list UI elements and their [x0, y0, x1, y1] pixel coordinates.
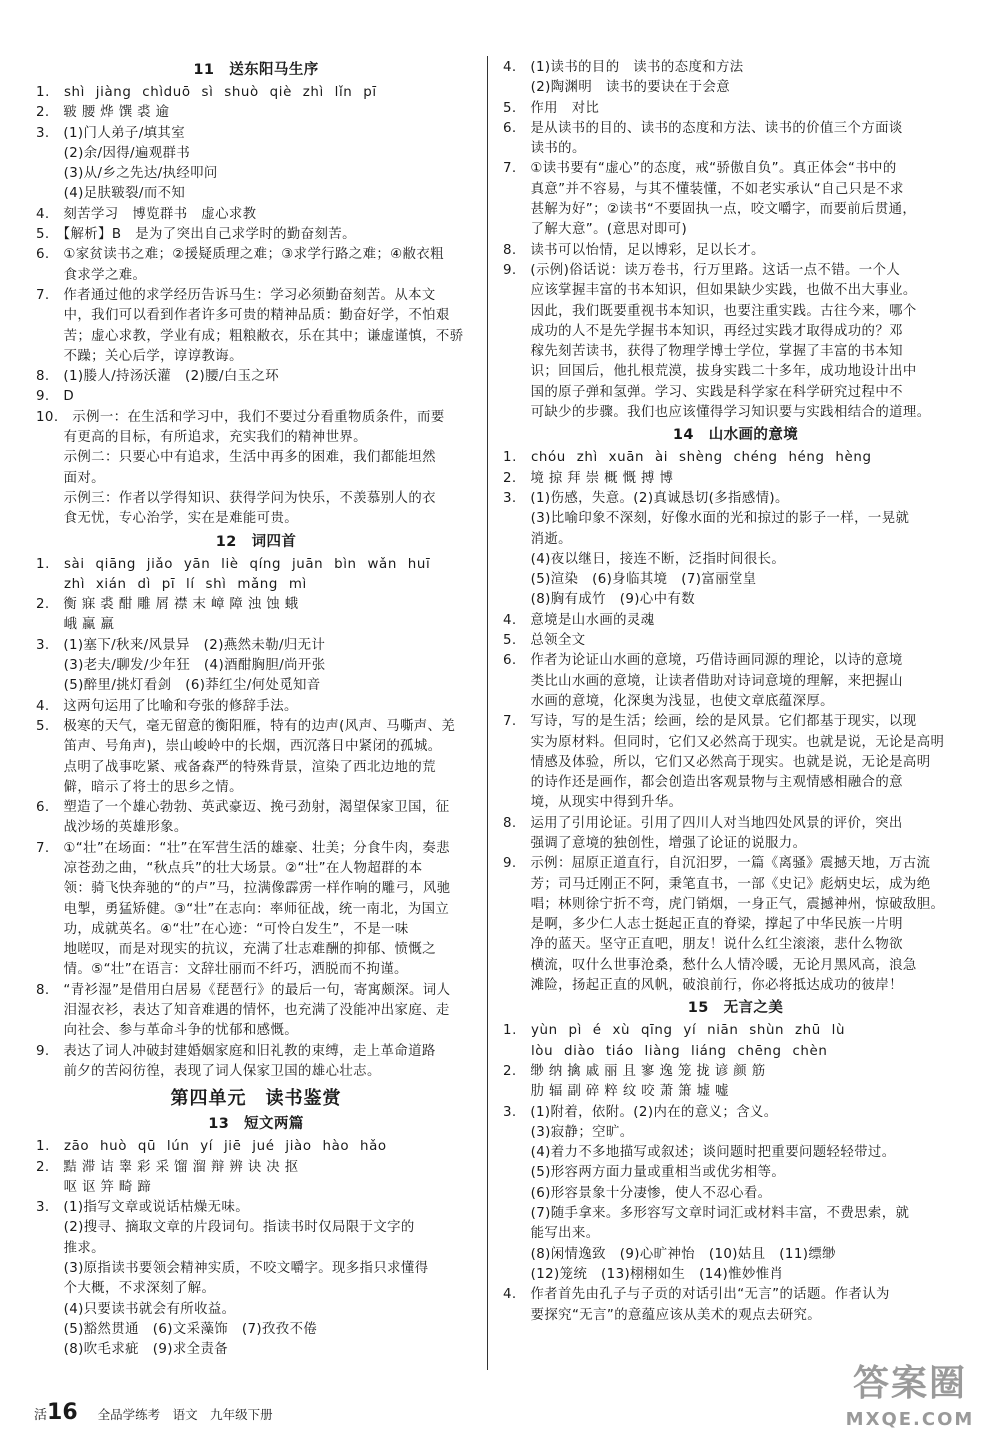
- answer-line: 4. 这两句运用了比喻和夸张的修辞手法。: [36, 698, 298, 714]
- section-title: 11 送东阳马生序: [193, 62, 319, 78]
- answer-line: 类比山水画的意境，让读者借助对诗词意境的理解，来把握山: [503, 673, 903, 689]
- answer-line: 泪湿衣衫，表达了知音难遇的情怀，也充满了没能冲出家庭、走: [36, 1003, 450, 1019]
- answer-line: 5. 极寒的天气，毫无留意的衡阳雁，特有的边声(风声、马嘶声、羌: [36, 718, 456, 734]
- answer-line: (3)比喻印象不深刻，好像水面的光和掠过的影子一样，一晃就: [503, 511, 910, 527]
- footer-prefix: 活: [34, 1408, 48, 1423]
- answer-line: 点明了战事吃紧、戒备森严的特殊背景，渲染了西北边地的荒: [36, 759, 436, 775]
- answer-line: 6. 作者为论证山水画的意境，巧借诗画同源的理论，以诗的意境: [503, 653, 903, 669]
- answer-line: (5)形容两方面力量或重相当或优劣相等。: [503, 1165, 786, 1181]
- pinyin-line: 1. chóu zhì xuān ài shèng chéng héng hèng: [503, 450, 872, 466]
- answer-line: 要探究“无言”的意蕴应该从美术的观点去研究。: [503, 1307, 822, 1323]
- answer-line: 向社会、参与革命斗争的忧郁和感慨。: [36, 1023, 299, 1039]
- answer-line: (2)陶渊明 读书的要诀在于会意: [503, 80, 731, 96]
- answer-line: 面对。: [36, 470, 105, 486]
- section-title: 15 无言之美: [687, 1000, 784, 1017]
- answer-line: 强调了意境的独创性，增强了论证的说服力。: [503, 835, 807, 851]
- answer-line: 水画的意境，化深奥为浅显，也使文章底蕴深厚。: [503, 693, 834, 709]
- answer-line: (3)老夫/聊发/少年狂 (4)酒酣胸胆/尚开张: [36, 658, 326, 674]
- answer-line: 功，成就英名。④“壮”在心迹：“可怜白发生”，不是一味: [36, 921, 409, 937]
- answer-line: (3)原指读书要领会精神实质，不咬文嚼字。现多指只求懂得: [36, 1261, 429, 1277]
- answer-line: 的诗作还是画作，都会创造出客观景物与主观情感相融合的意: [503, 775, 903, 791]
- answer-line: 2. 黠 滞 诘 睾 彩 采 馏 溜 辩 辨 诀 决 抠: [36, 1159, 299, 1175]
- answer-line: (2)搜寻、摘取文章的片段词句。指读书时仅局限于文字的: [36, 1220, 415, 1236]
- answer-line: 能写出来。: [503, 1226, 600, 1242]
- answer-line: 是啊，多少仁人志士挺起正直的脊梁，撑起了中华民族一片明: [503, 917, 903, 933]
- answer-line: 9. (示例)俗话说：读万卷书，行万里路。这话一点不错。一个人: [503, 262, 901, 278]
- answer-line: (4)着力不多地描写或叙述；谈问题时把重要问题轻轻带过。: [503, 1145, 896, 1161]
- answer-line: 食求学之难。: [36, 267, 147, 283]
- answer-line: 横流，叹什么世事沧桑，愁什么人情冷暖，无论月黑风高，浪急: [503, 957, 917, 973]
- answer-line: 9. 表达了词人冲破封建婚姻家庭和旧礼教的束缚，走上革命道路: [36, 1043, 436, 1059]
- answer-line: 个大概，不求深刻了解。: [36, 1281, 216, 1297]
- pinyin-line: 1. shì jiàng chìduō sì shuò qiè zhì lǐn pī: [36, 85, 377, 100]
- answer-line: 7. 作者通过他的求学经历告诉马生：学习必须勤奋刻苦。从本文: [36, 287, 436, 303]
- answer-line: 肋 辐 副 碎 粹 纹 咬 萧 箫 墟 嘘: [503, 1084, 729, 1100]
- answer-line: 8. 运用了引用论证。引用了四川人对当地四处风景的评价，突出: [503, 815, 903, 831]
- answer-line: 2. 缈 纳 擒 戚 丽 且 寥 逸 笼 拢 谚 颜 筋: [503, 1063, 766, 1079]
- answer-line: 3. (1)塞下/秋来/风景异 (2)燕然未勒/归无计: [36, 637, 326, 653]
- answer-line: 示例二：只要心中有追求，生活中再多的困难，我们都能坦然: [36, 450, 436, 466]
- answer-line: 滩险，扬起正直的风帆，破浪前行，你必将抵达成功的彼岸！: [503, 978, 903, 994]
- answer-line: 峨 赢 羸: [36, 617, 115, 633]
- right-column: [503, 58, 968, 1364]
- answer-line: 芳；司马迁刚正不阿，秉笔直书，一部《史记》彪炳史坛，成为绝: [503, 876, 931, 892]
- answer-line: 不躁；关心后学，谆谆教诲。: [36, 348, 243, 364]
- answer-line: 9. 示例：屈原正道直行，自沉汨罗，一篇《离骚》震撼天地，万古流: [503, 856, 931, 872]
- answer-line: 电掣，勇猛矫健。③“壮”在志向：率师征战，统一南北，为国立: [36, 901, 450, 917]
- answer-line: 10. 示例一：在生活和学习中，我们不要过分看重物质条件，而要: [36, 409, 445, 425]
- answer-line: 僻，暗示了将士的思乡之情。: [36, 779, 243, 795]
- answer-line: (8)闲情逸致 (9)心旷神怡 (10)姑且 (11)缥缈: [503, 1246, 836, 1262]
- answer-line: (8)胸有成竹 (9)心中有数: [503, 592, 696, 608]
- answer-line: 8. (1)媵人/持汤沃灌 (2)腰/白玉之环: [36, 369, 280, 385]
- column-divider: [487, 56, 488, 1370]
- answer-line: 8. “青衫湿”是借用白居易《琵琶行》的最后一句，寄寓颇深。词人: [36, 982, 451, 998]
- answer-line: 2. 衡 寐 裘 酣 雕 屑 襟 末 嶂 障 浊 蚀 蛾: [36, 597, 299, 613]
- answer-line: 应该掌握丰富的书本知识，但如果缺少实践，也做不出大事业。: [503, 283, 917, 299]
- answer-line: 情。⑤“壮”在语言：文辞壮丽而不纤巧，洒脱而不拘谨。: [36, 962, 408, 978]
- answer-line: (3)从/乡之先达/执经叩问: [36, 166, 218, 182]
- pinyin-line: lòu diào tiáo liàng liáng chēng chèn: [503, 1043, 828, 1059]
- answer-line: 唱；林则徐宁折不弯，虎门销烟，一身正气，震撼神州，惊破敌胆。: [503, 896, 945, 912]
- answer-line: 8. 读书可以怡情，足以博彩，足以长才。: [503, 242, 765, 258]
- answer-line: 3. (1)门人弟子/填其室: [36, 125, 185, 141]
- answer-line: 4. 作者首先由孔子与子贡的对话引出“无言”的话题。作者认为: [503, 1287, 890, 1303]
- answer-line: 4. 意境是山水画的灵魂: [503, 612, 655, 628]
- left-column: [36, 58, 476, 1364]
- answer-line: 战沙场的英雄形象。: [36, 820, 188, 836]
- answer-line: (5)豁然贯通 (6)文采藻饰 (7)孜孜不倦: [36, 1321, 318, 1337]
- answer-line: (6)形容景象十分凄惨，使人不忍心看。: [503, 1185, 772, 1201]
- answer-line: 中，我们可以看到作者许多可贵的精神品质：勤奋好学，不怕艰: [36, 308, 450, 324]
- pinyin-line: zhì xián dì pī lí shì mǎng mì: [36, 576, 307, 592]
- answer-line: (5)渲染 (6)身临其境 (7)富丽堂皇: [503, 572, 757, 588]
- answer-line: 5. 作用 对比: [503, 100, 600, 116]
- pinyin-line: 1. sài qiāng jiǎo yān liè qíng juān bìn wǎn huī: [36, 556, 431, 572]
- answer-line: 6. 是从读书的目的、读书的态度和方法、读书的价值三个方面谈: [503, 120, 903, 136]
- answer-line: 7. ①读书要有“虚心”的态度，戒“骄傲自负”。真正体会“书中的: [503, 161, 897, 177]
- answer-line: 前夕的苦闷彷徨，表现了词人保家卫国的雄心壮志。: [36, 1063, 381, 1079]
- answer-line: (2)余/因得/遍观群书: [36, 145, 191, 161]
- watermark-url: MXQE.COM: [845, 1409, 975, 1430]
- answer-line: 了解大意”。(意思对即可): [503, 222, 688, 238]
- answer-line: 3. (1)附着，依附。(2)内在的意义；含义。: [503, 1104, 778, 1120]
- page-number: 16: [47, 1400, 78, 1425]
- answer-line: (4)足肤皲裂/而不知: [36, 186, 186, 202]
- unit-title: 第四单元 读书鉴赏: [170, 1088, 342, 1110]
- answer-line: 真意”并不容易，与其不懂装懂，不如老实承认“自己只是不求: [503, 181, 904, 197]
- answer-line: 国的原子弹和氢弹。学习、实践是科学家在科学研究过程中不: [503, 384, 903, 400]
- answer-line: 4. (1)读书的目的 读书的态度和方法: [503, 60, 744, 75]
- answer-line: 有更高的目标，有所追求，充实我们的精神世界。: [36, 430, 367, 446]
- answer-line: 推求。: [36, 1240, 105, 1256]
- answer-line: 笛声、号角声)，崇山峻岭中的长烟，西沉落日中紧闭的孤城。: [36, 739, 442, 755]
- answer-line: 净的蓝天。坚守正直吧，朋友！说什么红尘滚滚，悲什么物欲: [503, 937, 903, 953]
- footer-book-title: 全品学练考 语文 九年级下册: [97, 1407, 273, 1422]
- answer-line: 6. 塑造了一个雄心勃勃、英武豪迈、挽弓劲射，渴望保家卫国，征: [36, 800, 450, 816]
- answer-line: 稼先刻苦读书，获得了物理学博士学位，掌握了丰富的书本知: [503, 344, 903, 360]
- answer-line: 5. 总领全文: [503, 633, 586, 649]
- section-title: 12 词四首: [215, 533, 297, 550]
- answer-line: 示例三：作者以学得知识、获得学问为快乐，不羡慕别人的衣: [36, 490, 436, 506]
- answer-line: 地嗟叹，而是对现实的抗议，充满了壮志难酬的抑郁、愤慨之: [36, 942, 436, 958]
- answer-line: (8)吹毛求疵 (9)求全责备: [36, 1342, 229, 1358]
- answer-line: 领：骑飞快奔驰的“的卢”马，拉满像霹雳一样作响的雕弓，风驰: [36, 881, 451, 897]
- answer-line: (4)夜以继日，接连不断，泛指时间很长。: [503, 551, 786, 567]
- answer-line: 境，从现实中得到升华。: [503, 795, 683, 811]
- answer-line: 3. (1)指写文章或说话枯燥无味。: [36, 1200, 250, 1216]
- answer-line: (3)寂静；空旷。: [503, 1124, 634, 1140]
- answer-line: 5. 【解析】B 是为了突出自己求学时的勤奋刻苦。: [36, 227, 356, 243]
- section-title: 13 短文两篇: [208, 1116, 304, 1133]
- answer-line: 3. (1)伤感，失意。(2)真诚恳切(多指感情)。: [503, 490, 789, 506]
- page-footer: [34, 1400, 273, 1430]
- answer-line: 情感及体验，所以，它们又必然高于现实。也就是说，无论是高明: [503, 754, 931, 770]
- answer-line: 实为原材料。但同时，它们又必然高于现实。也就是说，无论是高明: [503, 734, 945, 750]
- answer-line: 凉苍劲之曲，“秋点兵”的壮大场景。②“壮”在人物超群的本: [36, 860, 423, 876]
- answer-line: (4)只要读书就会有所收益。: [36, 1301, 236, 1317]
- answer-line: (5)醉里/挑灯看剑 (6)莽红尘/何处觅知音: [36, 678, 321, 694]
- watermark-main: 答案圈: [852, 1363, 967, 1404]
- answer-line: 7. ①“壮”在场面：“壮”在军营生活的雄豪、壮美；分食牛肉，奏悲: [36, 840, 450, 856]
- answer-line: 7. 写诗，写的是生活；绘画，绘的是风景。它们都基于现实，以现: [503, 714, 917, 730]
- answer-line: 读书的。: [503, 141, 586, 157]
- answer-line: 4. 刻苦学习 博览群书 虚心求教: [36, 206, 257, 222]
- answer-line: 2. 境 掠 拜 崇 概 慨 搏 博: [503, 470, 674, 486]
- answer-line: (12)笼统 (13)栩栩如生 (14)惟妙惟肖: [503, 1266, 784, 1282]
- answer-line: 苦；虚心求教，学业有成；粗粮敝衣，乐在其中；谦虚谨慎，不骄: [36, 328, 464, 344]
- answer-line: 食无忧，专心治学，实在是难能可贵。: [36, 511, 299, 527]
- answer-line: 9. D: [36, 389, 75, 405]
- answer-line: 可缺少的步骤。我们也应该懂得学习知识要与实践相结合的道理。: [503, 405, 931, 421]
- answer-line: 2. 皲 腰 烨 馔 裘 逾: [36, 105, 170, 121]
- watermark-logo: [830, 1360, 990, 1446]
- answer-line: (7)随手拿来。多形容写文章时词汇或材料丰富，不费思索，就: [503, 1206, 910, 1222]
- answer-line: 因此，我们既要重视书本知识，也要注重实践。古往今来，哪个: [503, 303, 917, 319]
- answer-line: 消逝。: [503, 531, 572, 547]
- answer-line: 呕 讴 笄 畸 蹄: [36, 1179, 152, 1195]
- answer-line: 成功的人不是先学握书本知识，再经过实践才取得成功的？邓: [503, 323, 903, 339]
- answer-line: 6. ①家贫读书之难；②援疑质理之难；③求学行路之难；④敝衣粗: [36, 247, 444, 263]
- pinyin-line: 1. zāo huò qū lún yí jiē jué jiào hào hǎo: [36, 1139, 387, 1155]
- pinyin-line: 1. yùn pì é xù qīng yí niān shùn zhū lù: [503, 1023, 846, 1039]
- answer-line: 识；回国后，他扎根荒漠，拔身实践二十多年，成功地设计出中: [503, 364, 917, 380]
- section-title: 14 山水画的意境: [672, 427, 799, 444]
- answer-line: 甚解为好”；②读书“不要固执一点，咬文嚼字，而要前后贯通，: [503, 202, 917, 218]
